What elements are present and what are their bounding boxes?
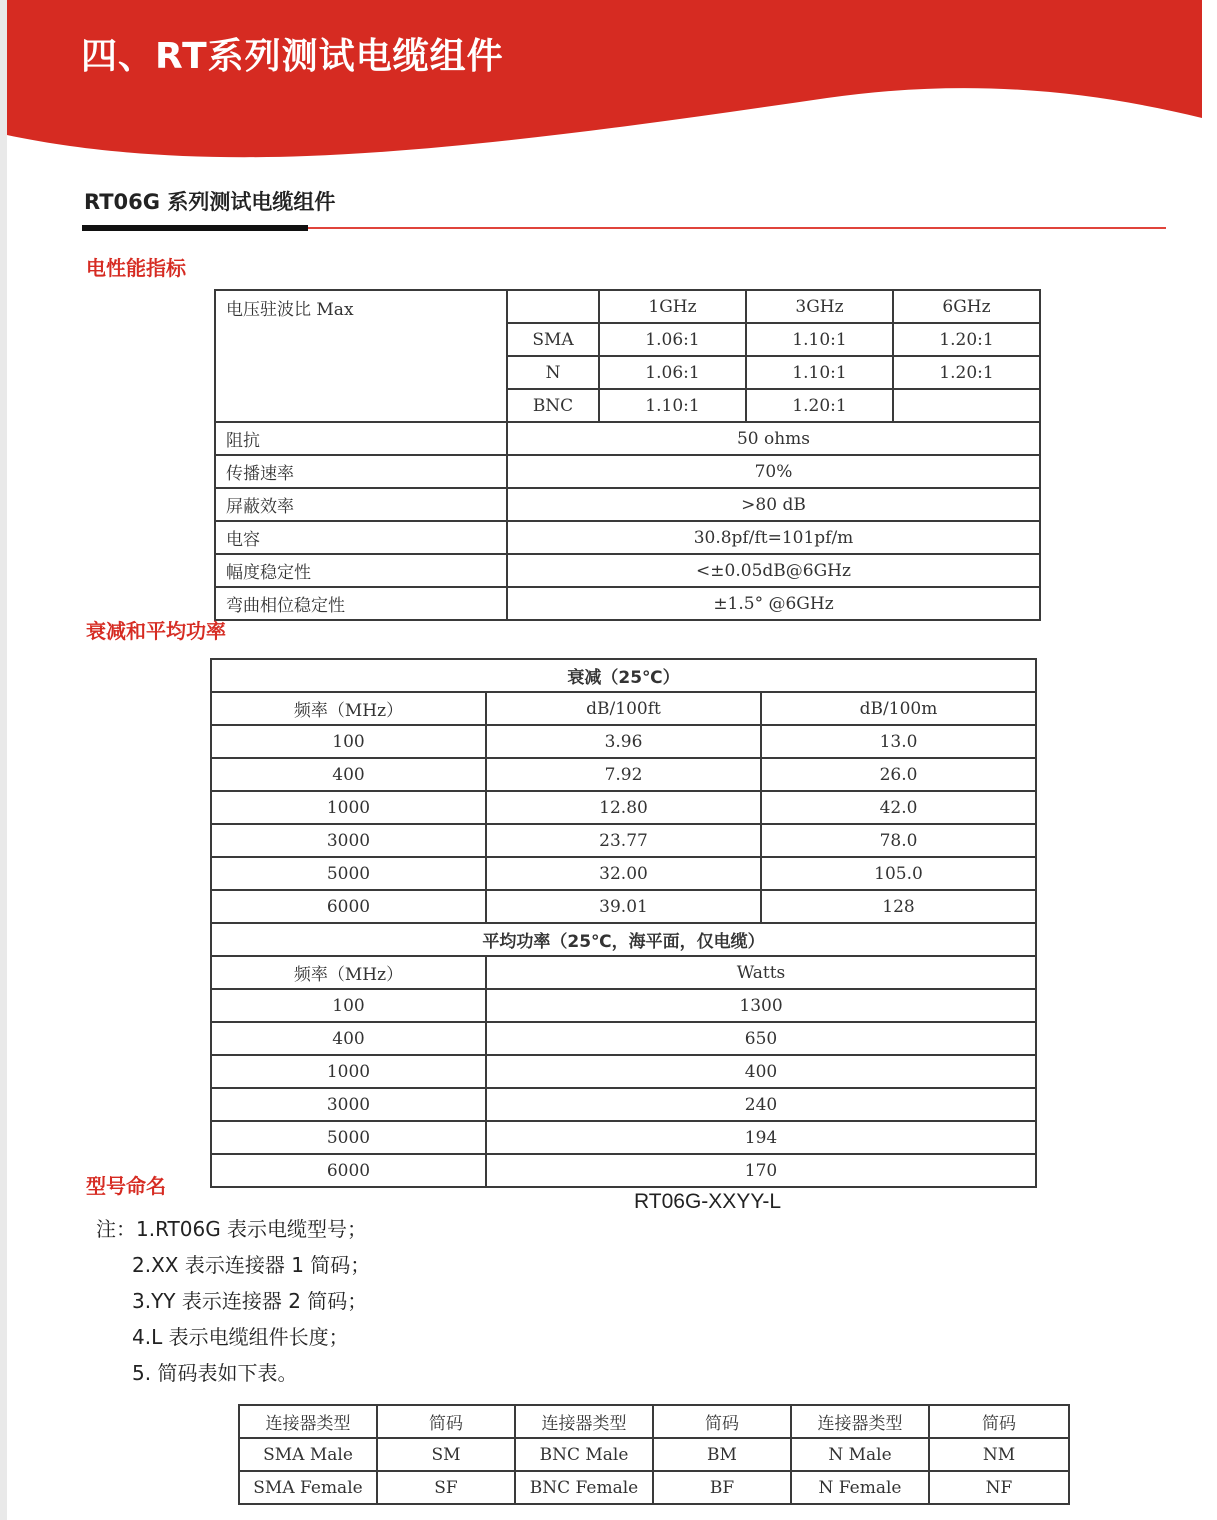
table-cell: 100 (211, 989, 486, 1022)
table-row (211, 1121, 1036, 1154)
table-cell: 1.20:1 (893, 356, 1040, 389)
table-cell: 3.96 (486, 725, 761, 758)
vswr-label: 电压驻波比 Max (215, 290, 507, 422)
freq-header: 6GHz (893, 290, 1040, 323)
table-row (211, 725, 1036, 758)
table-cell: 3000 (211, 824, 486, 857)
spec-label: 电容 (215, 521, 507, 554)
table-cell: 1.10:1 (746, 356, 893, 389)
table-cell: SMA Female (239, 1471, 377, 1504)
table-cell: 1.10:1 (746, 323, 893, 356)
spec-label: 幅度稳定性 (215, 554, 507, 587)
table-row (239, 1438, 1069, 1471)
table-cell: 32.00 (486, 857, 761, 890)
page-title: 四、RT系列测试电缆组件 (81, 36, 504, 77)
table-row (211, 923, 1036, 956)
attenuation-power-table (210, 658, 1037, 1188)
column-header: dB/100m (761, 692, 1036, 725)
header-banner (7, 0, 1202, 170)
section-heading-electrical: 电性能指标 (86, 256, 186, 280)
table-row (215, 554, 1040, 587)
naming-notes (96, 1213, 370, 1393)
table-cell: BNC Male (515, 1438, 653, 1471)
table-row (215, 290, 1040, 323)
table-cell: 1300 (486, 989, 1036, 1022)
column-header: dB/100ft (486, 692, 761, 725)
freq-header: 1GHz (599, 290, 746, 323)
table-cell (893, 389, 1040, 422)
electrical-spec-table (214, 289, 1041, 621)
spec-label: 传播速率 (215, 455, 507, 488)
table-cell: 1.20:1 (746, 389, 893, 422)
list-item: 注：1.RT06G 表示电缆型号； (96, 1217, 368, 1241)
table-cell: BM (653, 1438, 791, 1471)
table-cell: 1.06:1 (599, 323, 746, 356)
table-cell: 6000 (211, 890, 486, 923)
table-cell: N Female (791, 1471, 929, 1504)
table-cell: 13.0 (761, 725, 1036, 758)
table-row (211, 659, 1036, 692)
table-cell: SMA Male (239, 1438, 377, 1471)
table-cell: 7.92 (486, 758, 761, 791)
table-row (239, 1405, 1069, 1438)
table-cell: SM (377, 1438, 515, 1471)
table-cell: 23.77 (486, 824, 761, 857)
page-edge (0, 0, 7, 1520)
spec-label: 弯曲相位稳定性 (215, 587, 507, 620)
table-row (211, 1154, 1036, 1187)
table-row (211, 857, 1036, 890)
table-cell: N Male (791, 1438, 929, 1471)
spec-value: 30.8pf/ft=101pf/m (507, 521, 1040, 554)
connector-label: N (507, 356, 599, 389)
spec-label: 屏蔽效率 (215, 488, 507, 521)
column-header: 简码 (377, 1405, 515, 1438)
table-cell: 105.0 (761, 857, 1036, 890)
table-cell: 5000 (211, 1121, 486, 1154)
table-cell: 400 (211, 1022, 486, 1055)
table-cell: 1.20:1 (893, 323, 1040, 356)
table-cell: 650 (486, 1022, 1036, 1055)
table-cell: 3000 (211, 1088, 486, 1121)
column-header: 频率（MHz） (211, 692, 486, 725)
list-item: 4.L 表示电缆组件长度； (132, 1325, 349, 1349)
divider-black-accent (82, 225, 308, 231)
column-header: 简码 (929, 1405, 1069, 1438)
table-cell: NM (929, 1438, 1069, 1471)
table-row (211, 890, 1036, 923)
table-row (211, 692, 1036, 725)
table-row (211, 1055, 1036, 1088)
table-cell: 1.06:1 (599, 356, 746, 389)
spec-label: 阻抗 (215, 422, 507, 455)
table-cell: BNC Female (515, 1471, 653, 1504)
table-cell: 170 (486, 1154, 1036, 1187)
table-cell: 39.01 (486, 890, 761, 923)
table-row (239, 1471, 1069, 1504)
connector-label: BNC (507, 389, 599, 422)
table-row (211, 1088, 1036, 1121)
table-cell: BF (653, 1471, 791, 1504)
table-cell: NF (929, 1471, 1069, 1504)
list-item: 2.XX 表示连接器 1 简码； (132, 1253, 371, 1277)
table-cell: 78.0 (761, 824, 1036, 857)
table-row (211, 758, 1036, 791)
table-cell: 1000 (211, 791, 486, 824)
table-row (215, 488, 1040, 521)
table-row (211, 791, 1036, 824)
table-row (211, 989, 1036, 1022)
connector-code-table (238, 1404, 1070, 1505)
connector-label: SMA (507, 323, 599, 356)
spec-value: >80 dB (507, 488, 1040, 521)
spec-value: ±1.5° @6GHz (507, 587, 1040, 620)
spec-value: 70% (507, 455, 1040, 488)
table-row (215, 422, 1040, 455)
attenuation-title: 衰减（25℃） (211, 659, 1036, 692)
model-code: RT06G-XXYY-L (634, 1190, 782, 1213)
table-cell: 400 (486, 1055, 1036, 1088)
table-cell: 26.0 (761, 758, 1036, 791)
list-item: 5. 简码表如下表。 (132, 1361, 298, 1385)
table-cell: 128 (761, 890, 1036, 923)
table-row (215, 521, 1040, 554)
table-cell: 5000 (211, 857, 486, 890)
column-header: 频率（MHz） (211, 956, 486, 989)
table-cell: 1.10:1 (599, 389, 746, 422)
table-cell: 240 (486, 1088, 1036, 1121)
table-cell: 42.0 (761, 791, 1036, 824)
table-row (211, 824, 1036, 857)
spec-value: <±0.05dB@6GHz (507, 554, 1040, 587)
table-cell: 100 (211, 725, 486, 758)
product-subtitle: RT06G 系列测试电缆组件 (84, 190, 336, 214)
table-row (211, 1022, 1036, 1055)
spec-value: 50 ohms (507, 422, 1040, 455)
table-cell: 194 (486, 1121, 1036, 1154)
table-cell (507, 290, 599, 323)
list-item: 3.YY 表示连接器 2 简码； (132, 1289, 368, 1313)
column-header: 连接器类型 (239, 1405, 377, 1438)
freq-header: 3GHz (746, 290, 893, 323)
table-cell: 400 (211, 758, 486, 791)
column-header: 简码 (653, 1405, 791, 1438)
table-cell: 6000 (211, 1154, 486, 1187)
table-row (215, 587, 1040, 620)
power-title: 平均功率（25℃，海平面，仅电缆） (211, 923, 1036, 956)
column-header: 连接器类型 (515, 1405, 653, 1438)
column-header: Watts (486, 956, 1036, 989)
table-row (211, 956, 1036, 989)
section-heading-naming: 型号命名 (86, 1174, 166, 1198)
banner-wave (7, 0, 1202, 170)
table-cell: 12.80 (486, 791, 761, 824)
section-heading-attenuation: 衰减和平均功率 (86, 619, 226, 643)
table-row (215, 455, 1040, 488)
column-header: 连接器类型 (791, 1405, 929, 1438)
table-cell: SF (377, 1471, 515, 1504)
table-cell: 1000 (211, 1055, 486, 1088)
